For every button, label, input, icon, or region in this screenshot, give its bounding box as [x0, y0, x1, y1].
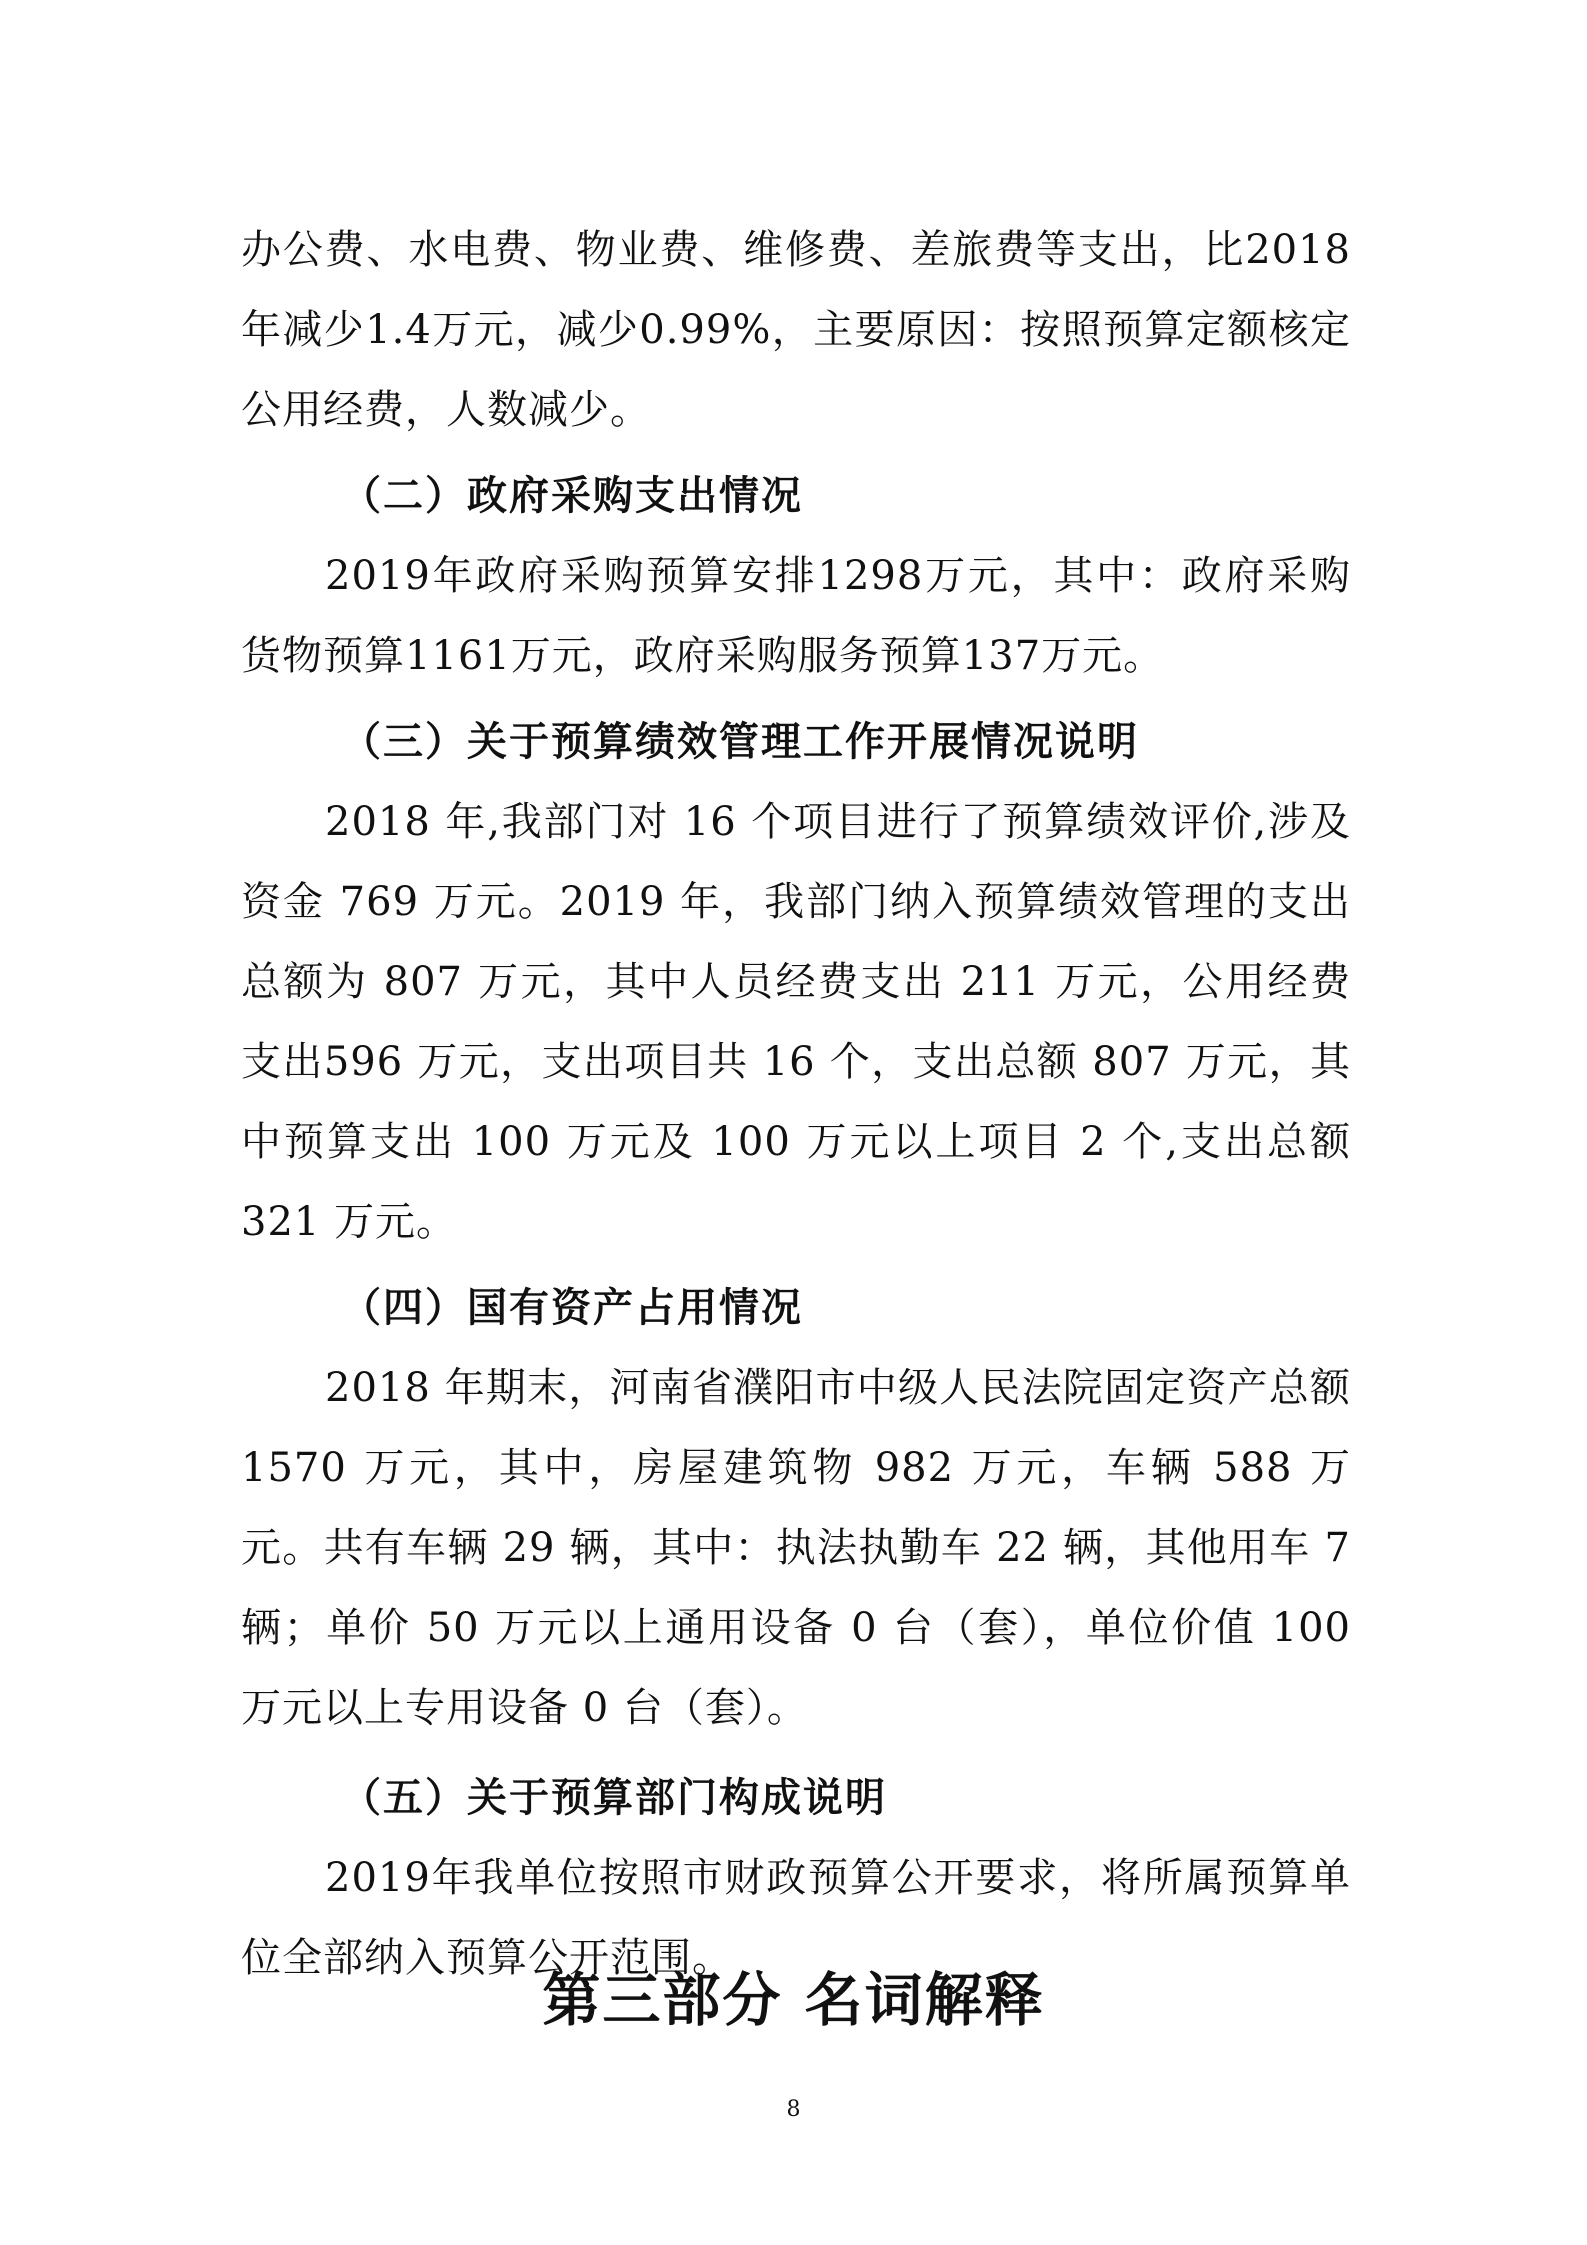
heading-government-procurement: （二）政府采购支出情况 — [341, 473, 803, 519]
paragraph-state-assets: 2018 年期末，河南省濮阳市中级人民法院固定资产总额1570 万元，其中，房屋建筑物 982 万元，车辆 588 万元。共有车辆 29 辆，其中：执法执勤车 22 辆，其他用车 7 辆；单价 50 万元以上通用设备 0 台（套），单位价值 100 万元以上专用设备 0 台（套）。 — [241, 1365, 1351, 1731]
heading-performance-management: （三）关于预算绩效管理工作开展情况说明 — [341, 719, 1139, 765]
paragraph-government-procurement: 2019年政府采购预算安排1298万元，其中：政府采购货物预算1161万元，政府采购服务预算137万元。 — [241, 553, 1351, 679]
part-title: 第三部分 名词解释 — [542, 1966, 1045, 2034]
paragraph-department-composition: 2019年我单位按照市财政预算公开要求，将所属预算单位全部纳入预算公开范围。 — [241, 1855, 1351, 1981]
paragraph-office-expenses: 办公费、水电费、物业费、维修费、差旅费等支出，比2018年减少1.4万元，减少0.99%，主要原因：按照预算定额核定公用经费，人数减少。 — [241, 227, 1351, 433]
page-number: 8 — [786, 2097, 801, 2122]
page-body — [241, 210, 1351, 1998]
paragraph-performance-management: 2018 年,我部门对 16 个项目进行了预算绩效评价,涉及资金 769 万元。2019 年，我部门纳入预算绩效管理的支出总额为 807 万元，其中人员经费支出 211 万元，公用经费支出596 万元，支出项目共 16 个，支出总额 807 万元，其中预算支出 100 万元及 100 万元以上项目 2 个,支出总额 321 万元。 — [241, 799, 1351, 1245]
heading-state-assets: （四）国有资产占用情况 — [341, 1285, 803, 1331]
heading-department-composition: （五）关于预算部门构成说明 — [341, 1775, 887, 1821]
